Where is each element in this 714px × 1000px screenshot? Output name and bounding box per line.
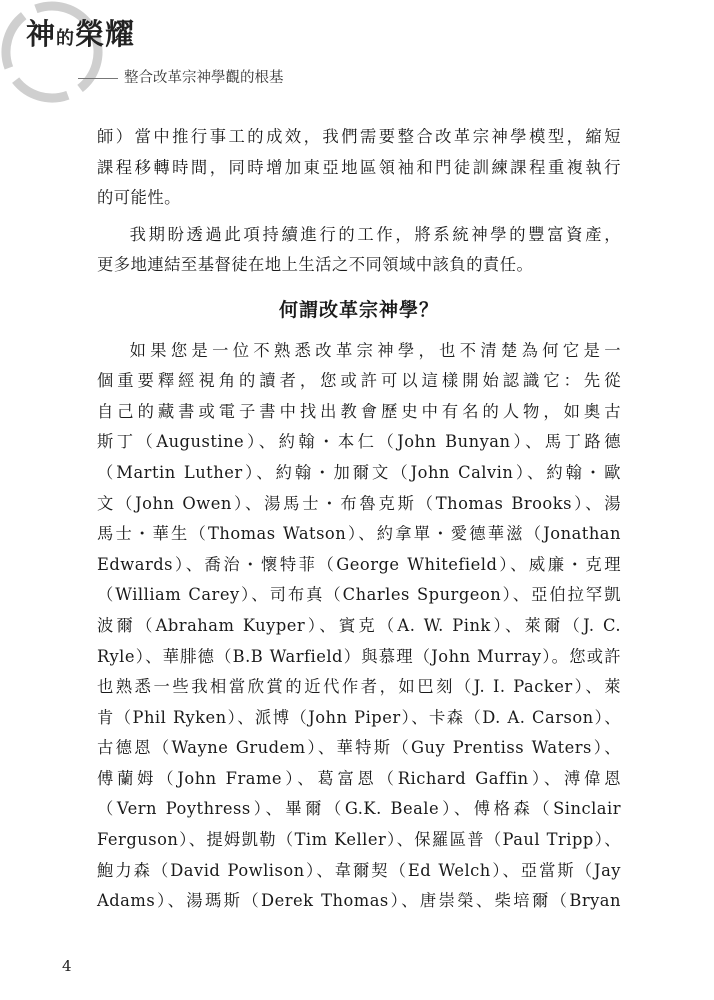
book-title-rest: 榮耀 — [75, 17, 136, 51]
text-line: （Vern Poythress）、畢爾（G.K. Beale）、傅格森（Sinclair — [97, 799, 621, 819]
text-line: 如果您是一位不熟悉改革宗神學，也不清楚為何它是一 — [129, 340, 621, 360]
text-line: 波爾（Abraham Kuyper）、賓克（A. W. Pink）、萊爾（J. C. — [97, 615, 621, 635]
book-title-char1: 神 — [26, 17, 57, 51]
text-line: 古德恩（Wayne Grudem）、華特斯（Guy Prentiss Waters）、 — [97, 738, 621, 758]
main-paragraph — [97, 336, 621, 917]
text-line: 馬士・華生（Thomas Watson）、約拿單・愛德華滋（Jonathan — [97, 524, 621, 544]
section-heading: 何謂改革宗神學？ — [278, 298, 439, 321]
hope-paragraph — [97, 220, 621, 281]
book-title — [26, 18, 135, 55]
text-line: 個重要釋經視角的讀者，您或許可以這樣開始認識它：先從 — [97, 371, 621, 391]
text-line: 更多地連結至基督徒在地上生活之不同領域中該負的責任。 — [97, 255, 534, 275]
text-line: Ryle）、華腓德（B.B Warfield）與慕理（John Murray）。您或許 — [97, 646, 621, 666]
text-line: （Martin Luther）、約翰・加爾文（John Calvin）、約翰・歐 — [97, 462, 621, 482]
intro-paragraph — [97, 122, 621, 214]
text-line: 斯丁（Augustine）、約翰・本仁（John Bunyan）、馬丁路德 — [97, 432, 621, 452]
text-line: Edwards）、喬治・懷特菲（George Whitefield）、威廉・克理 — [97, 554, 621, 574]
text-line: 我期盼透過此項持續進行的工作，將系統神學的豐富資產， — [129, 224, 621, 244]
text-line: 鮑力森（David Powlison）、韋爾契（Ed Welch）、亞當斯（Jay — [97, 860, 621, 880]
text-line: 課程移轉時間，同時增加東亞地區領袖和門徒訓練課程重複執行 — [97, 157, 621, 177]
page-body — [97, 122, 621, 917]
page-number: 4 — [62, 957, 72, 975]
text-line: 肯（Phil Ryken）、派博（John Piper）、卡森（D. A. Carson）、 — [97, 707, 621, 727]
running-header — [0, 0, 714, 110]
text-line: 傅蘭姆（John Frame）、葛富恩（Richard Gaffin）、溥偉恩 — [97, 768, 621, 788]
text-line: Adams）、湯瑪斯（Derek Thomas）、唐崇榮、柴培爾（Bryan — [97, 891, 621, 911]
book-subtitle: 整合改革宗神學觀的根基 — [124, 70, 284, 86]
subtitle-rule — [78, 78, 118, 79]
text-line: Ferguson）、提姆凱勒（Tim Keller）、保羅區普（Paul Tripp）、 — [97, 830, 621, 850]
text-line: 自己的藏書或電子書中找出教會歷史中有名的人物，如奧古 — [97, 401, 621, 421]
text-line: 的可能性。 — [97, 188, 181, 208]
text-line: （William Carey）、司布真（Charles Spurgeon）、亞伯拉罕凱 — [97, 585, 621, 605]
book-title-char2: 的 — [56, 28, 76, 49]
text-line: 也熟悉一些我相當欣賞的近代作者，如巴刻（J. I. Packer）、萊 — [97, 677, 621, 697]
text-line: 師）當中推行事工的成效，我們需要整合改革宗神學模型，縮短 — [97, 127, 621, 146]
text-line: 文（John Owen）、湯馬士・布魯克斯（Thomas Brooks）、湯 — [97, 493, 621, 513]
